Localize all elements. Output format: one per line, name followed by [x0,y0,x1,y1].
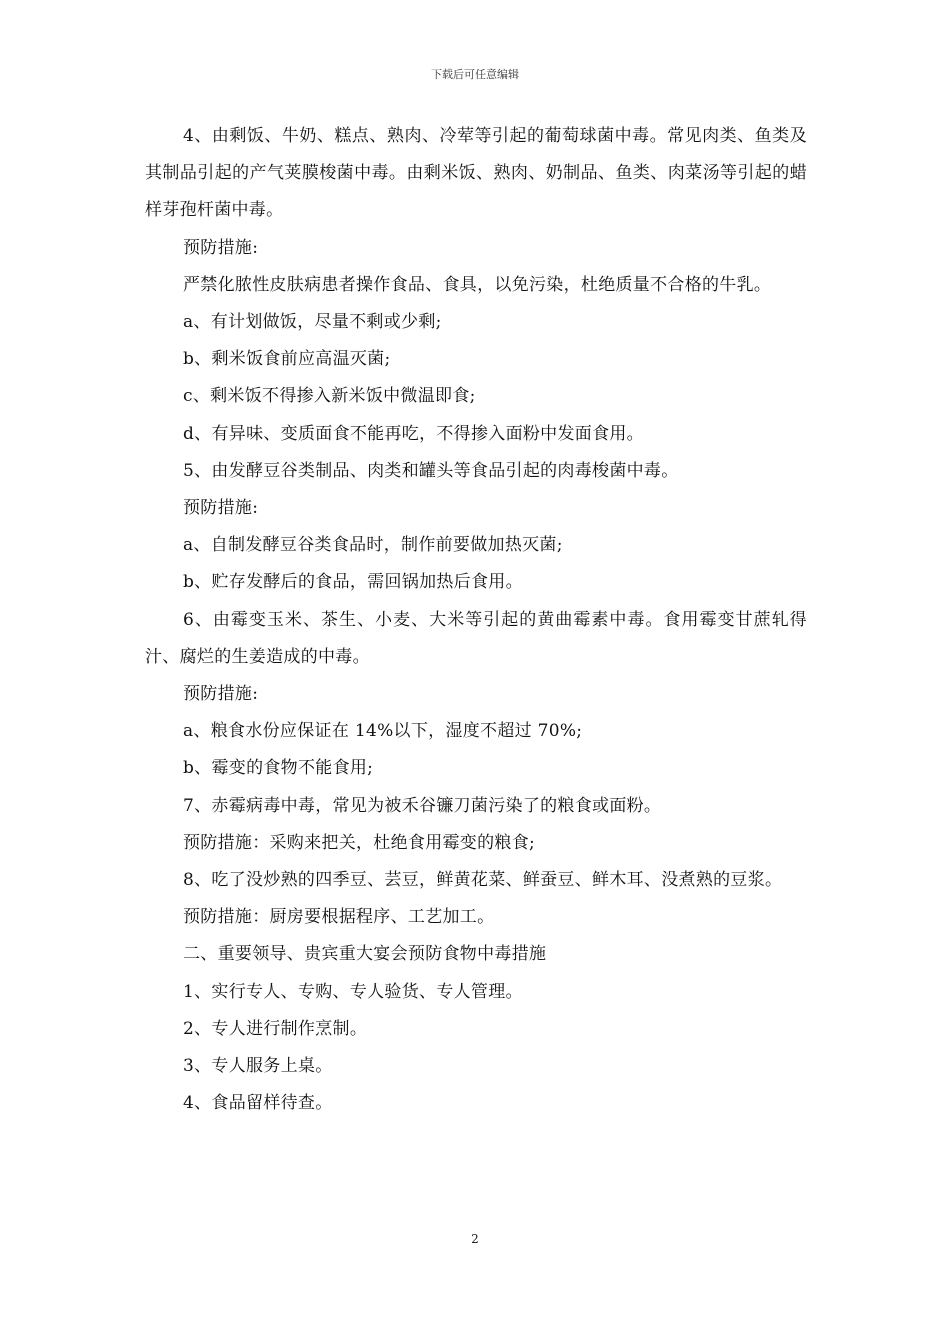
page-number: 2 [471,1232,479,1246]
section-heading: 二、重要领导、贵宾重大宴会预防食物中毒措施 [183,944,547,965]
paragraph: d、有异味、变质面食不能再吃，不得掺入面粉中发面食用。 [183,423,644,444]
paragraph: b、贮存发酵后的食品，需回锅加热后食用。 [183,572,523,593]
document-body [145,118,807,1122]
paragraph: 预防措施：采购来把关，杜绝食用霉变的粮食; [183,832,536,853]
paragraph: 7、赤霉病毒中毒，常见为被禾谷镰刀菌污染了的粮食或面粉。 [183,795,662,816]
paragraph: 预防措施: [183,237,259,258]
paragraph: a、有计划做饭，尽量不剩或少剩; [183,312,442,333]
page-header: 下载后可任意编辑 [431,68,519,81]
paragraph: 8、吃了没炒熟的四季豆、芸豆，鲜黄花菜、鲜蚕豆、鲜木耳、没煮熟的豆浆。 [183,870,783,891]
paragraph: 4、由剩饭、牛奶、糕点、熟肉、冷荤等引起的葡萄球菌中毒。常见肉类、鱼类及其制品引起的产气荚膜梭菌中毒。由剩米饭、熟肉、奶制品、鱼类、肉菜汤等引起的蜡样芽孢杆菌中毒。 [145,126,807,221]
paragraph: b、霉变的食物不能食用; [183,758,374,779]
paragraph: c、剩米饭不得掺入新米饭中微温即食; [183,386,476,407]
paragraph: 4、食品留样待查。 [183,1093,333,1114]
paragraph: 6、由霉变玉米、茶生、小麦、大米等引起的黄曲霉素中毒。食用霉变甘蔗轧得汁、腐烂的生姜造成的中毒。 [145,609,807,667]
paragraph: 预防措施: [183,498,259,519]
paragraph: 1、实行专人、专购、专人验货、专人管理。 [183,981,523,1002]
paragraph: 3、专人服务上桌。 [183,1056,333,1077]
paragraph: 预防措施：厨房要根据程序、工艺加工。 [183,907,495,928]
paragraph: 5、由发酵豆谷类制品、肉类和罐头等食品引起的肉毒梭菌中毒。 [183,460,679,481]
paragraph: a、粮食水份应保证在 14%以下，湿度不超过 70%; [183,721,583,742]
paragraph: b、剩米饭食前应高温灭菌; [183,349,391,370]
paragraph: a、自制发酵豆谷类食品时，制作前要做加热灭菌; [183,535,563,556]
paragraph: 预防措施: [183,684,259,705]
paragraph: 严禁化脓性皮肤病患者操作食品、食具，以免污染，杜绝质量不合格的牛乳。 [183,274,772,295]
paragraph: 2、专人进行制作烹制。 [183,1018,368,1039]
